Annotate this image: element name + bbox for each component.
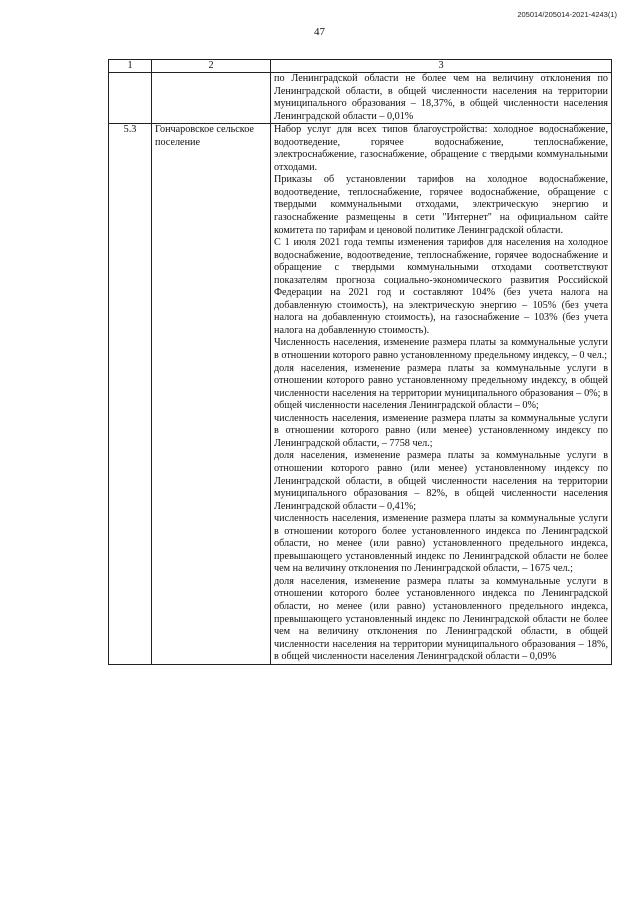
paragraph-services: Набор услуг для всех типов благоустройства: холодное водоснабжение, водоотведение, горячее водоснабжение, теплоснабжение, электроснабжение, газоснабжение, обращение с твердыми коммунальными отходами. <box>274 124 608 173</box>
table-header-row <box>109 60 612 73</box>
column-header-3: 3 <box>271 60 612 73</box>
row-number: 5.3 <box>109 124 152 665</box>
row-name-cell <box>152 73 271 124</box>
continuation-text: по Ленинградской области не более чем на величину отклонения по Ленинградской области, в общей численности населения на территории муниципального образования – 18,37%, в общей численности населения Ленинградской области – 0,01% <box>271 73 612 124</box>
page-number: 47 <box>314 26 325 38</box>
table-row-continuation <box>109 73 612 124</box>
tariff-table <box>108 59 612 665</box>
settlement-name: Гончаровское сельское поселение <box>152 124 271 665</box>
column-header-1: 1 <box>109 60 152 73</box>
document-id: 205014/205014-2021-4243(1) <box>517 10 617 19</box>
paragraph-population-equal-limit: Численность населения, изменение размера платы за коммунальные услуги в отношении которого равно установленному предельному индексу, – 0 чел.; <box>274 337 608 362</box>
row-number-cell <box>109 73 152 124</box>
paragraph-tariff-orders: Приказы об установлении тарифов на холодное водоснабжение, водоотведение, теплоснабжение, горячее водоснабжение, обращение с твердыми коммунальными отходами, электрическую энергию и газоснабжение размещены в сети "Интернет" на официальном сайте комитета по тарифам и ценовой политике Ленинградской области. <box>274 174 608 236</box>
table-row <box>109 124 612 665</box>
paragraph-share-below-index: доля населения, изменение размера платы за коммунальные услуги в отношении которого равно (или менее) установленному индексу по Ленинградской области, в общей численности населения на территории муниципального образования – 82%, в общей численности населения Ленинградской области – 0,41%; <box>274 450 608 512</box>
paragraph-population-above-index: численность населения, изменение размера платы за коммунальные услуги в отношении которого более установленного индекса по Ленинградской области, но менее (или равно) установленного предельного индекса, превышающего установленный индекс по Ленинградской области не более чем на величину отклонения по Ленинградской области, – 1675 чел.; <box>274 513 608 575</box>
paragraph-tariff-rates: С 1 июля 2021 года темпы изменения тарифов для населения на холодное водоснабжение, водоотведение, теплоснабжение, горячее водоснабжение и обращение с твердыми коммунальными отходами соответствуют показателям прогноза социально-экономического развития Российской Федерации на 2021 год и составляют 104% (без учета налога на добавленную стоимость), на электрическую энергию – 105% (без учета налога на добавленную стоимость), на газоснабжение – 103% (без учета налога на добавленную стоимость). <box>274 237 608 336</box>
paragraph-share-above-index: доля населения, изменение размера платы за коммунальные услуги в отношении которого более установленного индекса по Ленинградской области, но менее (или равно) установленного предельного индекса, превышающего установленный индекс по Ленинградской области не более чем на величину отклонения по Ленинградской области, в общей численности населения на территории муниципального образования – 18%, в общей численности населения Ленинградской области – 0,09% <box>274 575 608 663</box>
row-description <box>271 124 612 665</box>
paragraph-share-equal-limit: доля населения, изменение размера платы за коммунальные услуги в отношении которого равно установленному предельному индексу, в общей численности населения на территории муниципального образования – 0%; в общей численности населения Ленинградской области – 0%; <box>274 362 608 412</box>
paragraph-population-below-index: численность населения, изменение размера платы за коммунальные услуги в отношении которого равно (или менее) установленному индексу по Ленинградской области, – 7758 чел.; <box>274 412 608 449</box>
column-header-2: 2 <box>152 60 271 73</box>
